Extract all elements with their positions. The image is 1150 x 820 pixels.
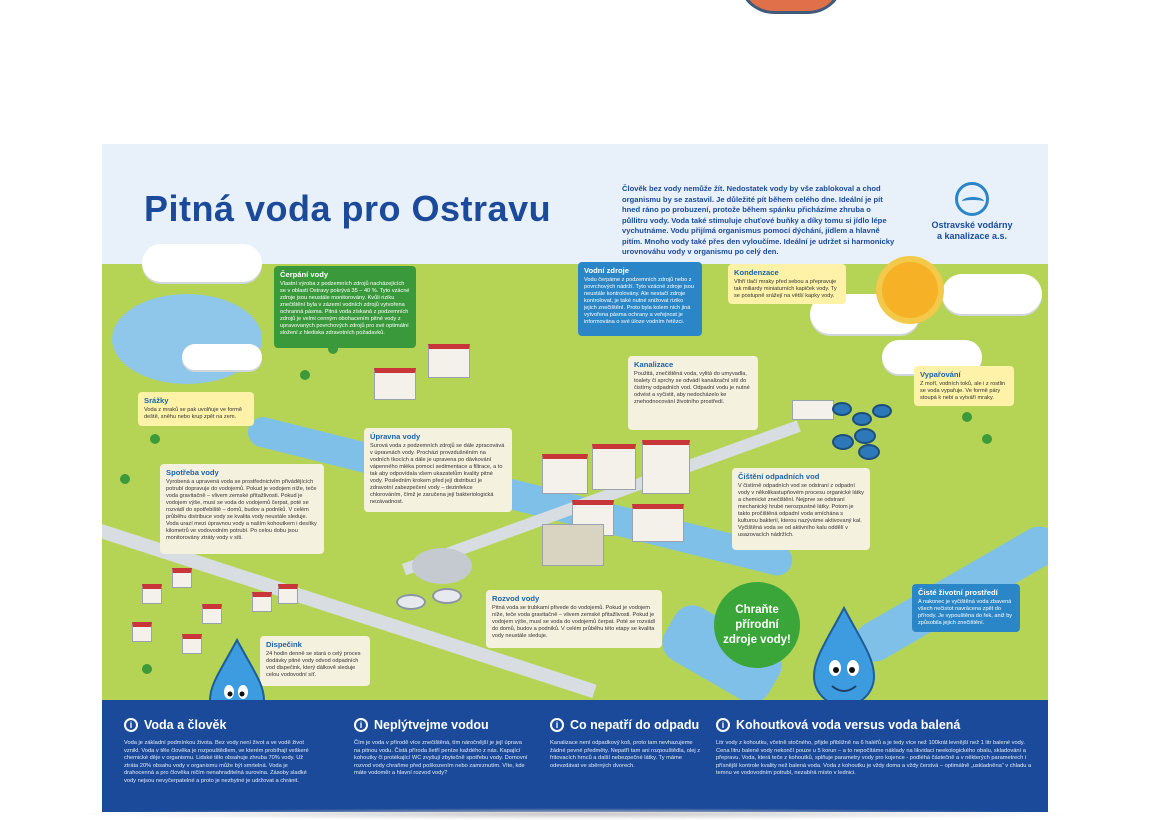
tree bbox=[962, 412, 972, 422]
house bbox=[182, 634, 202, 654]
footer-col-text: Čím je voda v přírodě více znečištěná, tím náročnější je její úprava na pitnou vodu. Čistá příroda šetří peníze každého z nás. Kapající kohoutky či protékající WC zvyšují zbytečně spotřebu vody. Domovní rozvod vody chraňme před poškozením nebo zamrznutím. Víte, kde máte vodoměr a hlavní rozvod vody? bbox=[354, 740, 528, 777]
box-text: Vlastní výroba z podzemních zdrojů nacházejících se v oblasti Ostravy pokrývá 35 – 40 %. Tyto vzácné zdroje jsou neustále monitorovány. Kvůli riziku znečištění byla v zázemí vodních zdrojů vytvořena ochranná pásma. Pitná voda získaná z podzemních zdrojů je velmi cenným obohacením pitné vody z upravovaných povrchových zdrojů pro své optimální složení z hlediska zdravotních požadavků. bbox=[280, 281, 410, 336]
box-title: Čerpání vody bbox=[280, 270, 329, 279]
sewage-tank bbox=[854, 428, 876, 444]
tree bbox=[150, 434, 160, 444]
roundabout bbox=[412, 548, 472, 584]
info-box-vyparovani bbox=[914, 366, 1014, 406]
company-logo bbox=[922, 182, 1022, 242]
reservoir-lake bbox=[112, 294, 262, 384]
house bbox=[278, 584, 298, 604]
badge-line3: zdroje vody! bbox=[723, 633, 791, 646]
cloud bbox=[142, 244, 262, 282]
box-title: Kanalizace bbox=[634, 360, 674, 369]
box-text: A nakonec je vyčištěná voda zbavená všech nečistot navrácena zpět do přírody. Je vypouštěna do řek, aniž by způsobila jejich znečištění. bbox=[918, 599, 1013, 626]
tree bbox=[982, 434, 992, 444]
house bbox=[252, 592, 272, 612]
footer-band bbox=[102, 700, 1048, 812]
box-title: Rozvod vody bbox=[492, 594, 540, 603]
protect-water-badge bbox=[714, 582, 800, 668]
building bbox=[632, 504, 684, 542]
box-title: Kondenzace bbox=[734, 268, 779, 277]
box-text: Z moří, vodních toků, ale i z rostlin se voda vypařuje. Ve formě páry stoupá k nebi a vytváří mraky. bbox=[920, 381, 1006, 401]
box-text: Vodu čerpáme z podzemních zdrojů nebo z povrchových nádrží. Tyto vzácné zdroje jsou neustále kontrolovány. Ale nestačí zdroje kontrolovat, je také nutné snižovat riziko jejich znečištění. Proto byla kolem nich jiná vytvořena pásma ochrany a veřejnost je informována o své úloze vodním řetězci. bbox=[584, 277, 694, 325]
footer-col-co-nepatri bbox=[550, 718, 702, 770]
seal-decoration bbox=[738, 0, 844, 14]
tree bbox=[300, 370, 310, 380]
info-icon: i bbox=[354, 718, 368, 732]
sewage-tank bbox=[872, 404, 892, 418]
box-text: V čistírně odpadních vod se odstraní z odpadní vody v několikastupňovém procesu organické látky a chemické znečištění. Nejprve se odstraní mechanický hrubé nerozpustné látky. Potom je takto pročištěná odpadní voda smíchána s kulturou bakterií, kterou nazýváme aktivovaný kal. Vyčištěná voda se od aktivního kalu oddělí v usazovacích nádržích. bbox=[738, 483, 864, 538]
tree bbox=[120, 474, 130, 484]
box-text: Vlhří tlačí mraky před sebou a přepravuje tak miliardy miniaturních kapiček vody. Ty se postupně srážejí na větší kapky vody. bbox=[734, 279, 837, 299]
badge-line1: Chraňte bbox=[735, 603, 779, 616]
info-box-dispecink bbox=[260, 636, 370, 686]
river bbox=[245, 414, 796, 579]
box-title: Srážky bbox=[144, 396, 169, 405]
building bbox=[374, 368, 416, 400]
box-text: Voda z mraků se pak uvolňuje ve formě deště, sněhu nebo krup zpět na zem. bbox=[144, 407, 242, 420]
box-title: Vypařování bbox=[920, 370, 961, 379]
footer-col-title: Co nepatří do odpadu bbox=[570, 718, 700, 732]
poster-shadow bbox=[70, 808, 1080, 820]
footer-col-text: Voda je základní podmínkou života. Bez vody není život a ve vodě život vznikl. Voda v těle člověka je rozpouštědlem, ve kterém probíhají veškeré chemické děje v organismu. Lidské tělo obsahuje zhruba 70% vody. Už ztráta 20% obsahu vody v organismu může být smrtelná. Voda je drahocenná a pro člověka ničím nenahraditelná surovina. Zásoby sladké vody nejsou nevyčerpatelné a proto je nezbytné je udržovat a chránit. bbox=[124, 740, 309, 784]
cloud bbox=[942, 274, 1042, 314]
info-icon: i bbox=[550, 718, 564, 732]
info-box-kondenzace bbox=[728, 264, 846, 304]
box-title: Dispečink bbox=[266, 640, 302, 649]
building bbox=[542, 524, 604, 566]
building bbox=[642, 440, 690, 494]
building bbox=[592, 444, 636, 490]
building bbox=[542, 454, 588, 494]
footer-col-voda-a-clovek bbox=[124, 718, 316, 786]
sewage-tank bbox=[832, 402, 852, 416]
house bbox=[202, 604, 222, 624]
badge-line2: přírodní bbox=[735, 618, 779, 631]
footer-col-text: Kanalizace není odpadkový koš, proto tam nevhazujeme žádné pevné předměty. Nepatří tam ani rozpouštědla, olej z fritovacích hrnců a další nebezpečné látky. Ty máme odevzdávat ve sběrných dvorech. bbox=[550, 740, 701, 769]
footer-col-kohoutkova bbox=[716, 718, 1036, 778]
building bbox=[428, 344, 470, 378]
box-title: Čištění odpadních vod bbox=[738, 472, 820, 481]
box-title: Čisté životní prostředí bbox=[918, 588, 998, 597]
info-box-upravna bbox=[364, 428, 512, 512]
box-title: Úpravna vody bbox=[370, 432, 421, 441]
info-box-rozvod bbox=[486, 590, 662, 648]
info-box-spotreba bbox=[160, 464, 324, 554]
footer-col-title: Kohoutková voda versus voda balená bbox=[736, 718, 961, 732]
intro-text: Člověk bez vody nemůže žít. Nedostatek vody by vše zablokoval a chod organismu by se zastavil. Je důležité pít během celého dne. Ideální je pít hned ráno po probuzení, protože během spánku přicházíme zhruba o půllitru vody. Voda také stimuluje chuťové buňky a díky tomu si jídlo lépe vychutnáme. Vodu přijímá organismus pomocí dýchání, jídlem a hlavně pitím. Mnoho vody také přes den vyloučíme. Ideální je udržet si harmonicky urovnováhu vody v organismu po celý den. bbox=[622, 184, 895, 256]
box-text: Použitá, znečištěná voda, vylitá do umyvadla, toalety či sprchy se odvádí kanalizační sítí do čistírny odpadních vod. Odpadní vodu je nutné odvést a vyčistit, aby nedocházelo ke znehodnocování životního prostředí. bbox=[634, 371, 750, 405]
tree bbox=[142, 664, 152, 674]
house bbox=[132, 622, 152, 642]
info-icon: i bbox=[124, 718, 138, 732]
info-box-cerpani bbox=[274, 266, 416, 348]
page-title: Pitná voda pro Ostravu bbox=[144, 188, 552, 229]
box-title: Spotřeba vody bbox=[166, 468, 219, 477]
logo-icon bbox=[955, 182, 989, 216]
factory-building bbox=[792, 400, 834, 420]
box-text: Pitná voda se trubkami přivede do vodojemů. Pokud je vodojem níže, teče voda gravitačně – vlivem zemské přitažlivosti. Pokud je vodojem výše, musí se voda do vodojemů čerpat. Poté se rozvádí do domů, budov a podniků. V celém průběhu této etapy se kvalita vody neustále sleduje. bbox=[492, 605, 656, 639]
sun bbox=[882, 262, 938, 318]
footer-col-title: Voda a člověk bbox=[144, 718, 227, 732]
footer-col-neplytvejme bbox=[354, 718, 528, 778]
footer-col-text: Litr vody z kohoutku, včetně stočného, přijde přibližně na 6 haléřů a je tedy více než 100krát levnější než 1 litr balené vody. Cena litru balené vody nekončí pouze u 5 korun – a to nepočítáme náklady na likvidaci neekologického obalu, skladování a přepravu. Voda, která teče z kohoutků, splňuje parametry vody pro kojence - podléhá částečně a v některých parametrech i přísnější kontrole kvality než balená voda. Voda z kohoutku je vždy doma a vždy čerstvá – optimálně „uskladněna“ v chladu a temnu ve vodovodním potrubí, nezabírá místo v lednici. bbox=[716, 740, 1032, 777]
logo-name-line1: Ostravské vodárny bbox=[931, 220, 1013, 230]
sewage-tank bbox=[852, 412, 872, 426]
info-box-ciste bbox=[912, 584, 1020, 632]
sewage-tank bbox=[858, 444, 880, 460]
info-box-zdroje bbox=[578, 262, 702, 336]
box-text: Surová voda z podzemních zdrojů se dále zpracovává v úpravnách vody. Procházi provzdušněním na vodních tkocích a dále je upravena po dávkování vápenného mléka pomocí sedimentace a filtrace, a to tak aby odpovídala všem ukazatelům kvality pitné vody. Posledním krokem před její distribucí je zdravotní zabezpečení vody – dezinfekce chlorováním, čímž je zaručena její bakteriologická nezávadnost. bbox=[370, 443, 505, 505]
info-icon: i bbox=[716, 718, 730, 732]
water-drop-mascot-right bbox=[804, 606, 884, 710]
water-tower bbox=[432, 588, 462, 604]
info-box-kanalizace bbox=[628, 356, 758, 430]
water-tower bbox=[396, 594, 426, 610]
info-box-cisteni bbox=[732, 468, 870, 550]
footer-col-title: Neplýtvejme vodou bbox=[374, 718, 489, 732]
sewage-tank bbox=[832, 434, 854, 450]
poster bbox=[102, 144, 1048, 812]
cloud bbox=[182, 344, 262, 370]
box-title: Vodní zdroje bbox=[584, 266, 629, 275]
house bbox=[172, 568, 192, 588]
box-text: Vyrobená a upravená voda se prostřednictvím přivádějících potrubí dopravuje do vodojemů. Pokud je vodojem níže, teče voda gravitačně – vlivem zemské přitažlivosti. Pokud je vodojem výše, musí se voda do vodojemů čerpat, poté se rozvádí do spotřebiště – domů, budov a podniků. V celém průběhu distribuce vody se kvalita vody neustále sleduje. Voda urazí mezi úpravnou vody a naším kohoutkem i desítky kilometrů ve vodovodním potrubí. Po celou dobu jsou monitorovány ztráty vody v síti. bbox=[166, 479, 317, 541]
logo-name-line2: a kanalizace a.s. bbox=[936, 231, 1008, 241]
box-text: 24 hodin denně se stará o celý proces dodávky pitné vody odvod odpadních vod dispečink, který dálkově sleduje celou vodovodní síť. bbox=[266, 651, 361, 678]
house bbox=[142, 584, 162, 604]
info-box-srazky bbox=[138, 392, 254, 426]
